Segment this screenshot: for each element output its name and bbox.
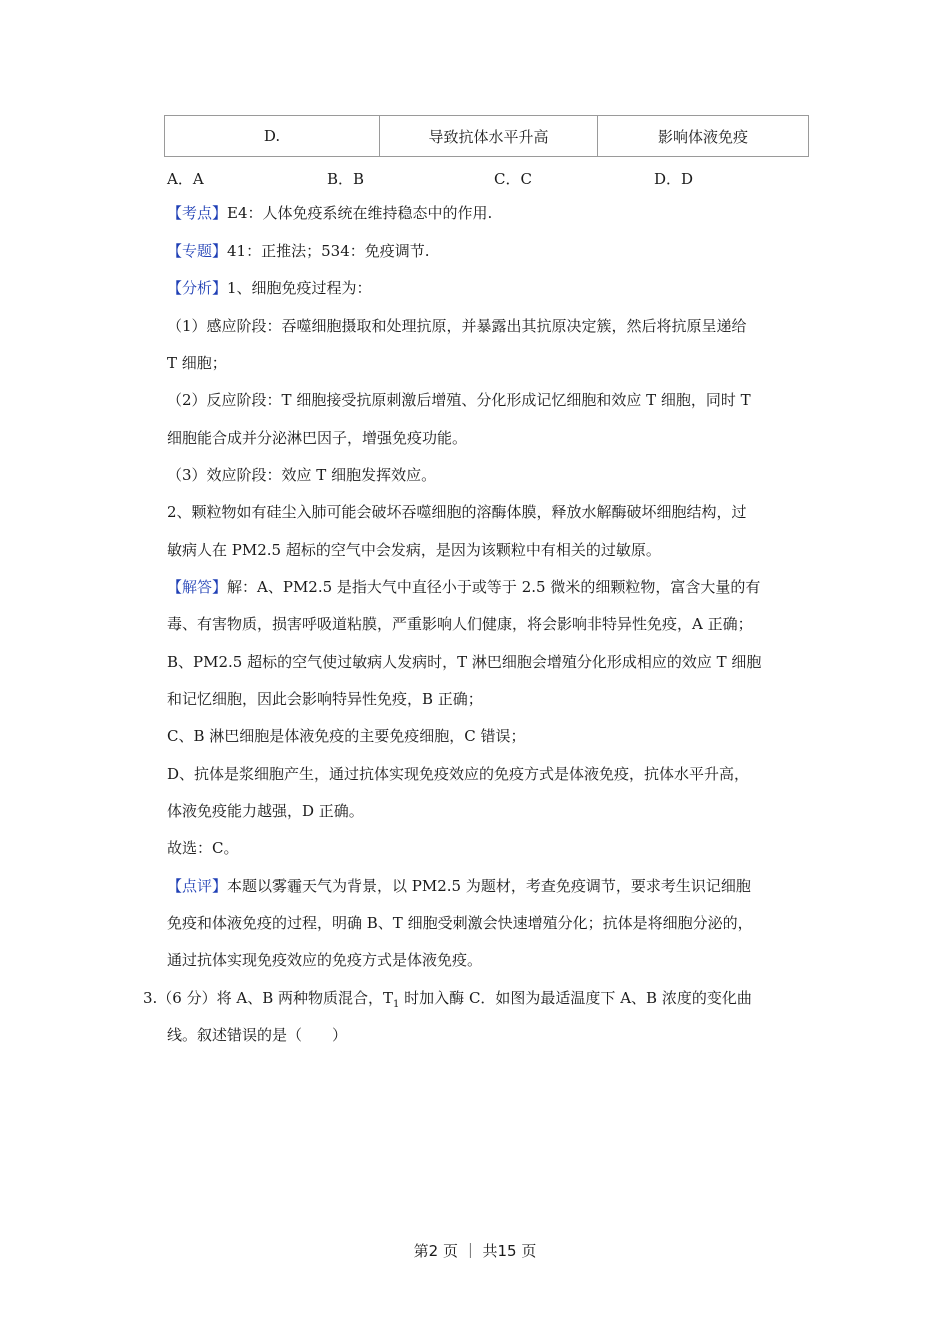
choice-c: C．C (494, 170, 532, 188)
question-3-stem (143, 987, 752, 1016)
dianping-line-2: 通过抗体实现免疫效应的免疫方式是体液免疫。 (167, 951, 483, 969)
jieda-text: 解：A、PM2.5 是指大气中直径小于或等于 2.5 微米的细颗粒物，富含大量的有 (227, 578, 761, 596)
dianping-text: 本题以雾霾天气为背景，以 PM2.5 为题材，考查免疫调节，要求考生识记细胞 (227, 877, 751, 895)
fenxi-line-6: 2、颗粒物如有硅尘入肺可能会破坏吞噬细胞的溶酶体膜，释放水解酶破坏细胞结构，过 (167, 503, 747, 521)
fenxi-line-1: （1）感应阶段：吞噬细胞摄取和处理抗原，并暴露出其抗原决定簇，然后将抗原呈递给 (167, 317, 747, 335)
question-3-suffix: 时加入酶 C．如图为最适温度下 A、B 浓度的变化曲 (399, 989, 752, 1007)
fenxi-line-7: 敏病人在 PM2.5 超标的空气中会发病，是因为该颗粒中有相关的过敏原。 (167, 541, 661, 559)
question-3-line-2: 线。叙述错误的是（ ） (167, 1026, 348, 1044)
jieda-line-1: 毒、有害物质，损害呼吸道粘膜，严重影响人们健康，将会影响非特异性免疫，A 正确； (167, 615, 753, 633)
zhuanti-line (167, 240, 430, 262)
table-cell-effect: 导致抗体水平升高 (380, 116, 598, 157)
kaodian-line (167, 202, 492, 224)
jieda-line-0 (167, 576, 760, 598)
option-table (164, 115, 809, 157)
choice-a: A．A (167, 170, 204, 188)
zhuanti-text: 41：正推法；534：免疫调节. (227, 242, 430, 260)
jieda-tag: 【解答】 (167, 578, 228, 596)
fenxi-line-5: （3）效应阶段：效应 T 细胞发挥效应。 (167, 466, 437, 484)
jieda-line-6: 体液免疫能力越强，D 正确。 (167, 802, 364, 820)
fenxi-text: 1、细胞免疫过程为： (227, 279, 372, 297)
dianping-line-1: 免疫和体液免疫的过程，明确 B、T 细胞受刺激会快速增殖分化；抗体是将细胞分泌的， (167, 914, 753, 932)
jieda-line-7: 故选：C。 (167, 839, 239, 857)
fenxi-line-3: （2）反应阶段：T 细胞接受抗原刺激后增殖、分化形成记忆细胞和效应 T 细胞，同时 T (167, 391, 751, 409)
table-row (165, 116, 809, 157)
table-cell-option: D. (165, 116, 380, 157)
table-cell-result: 影响体液免疫 (598, 116, 809, 157)
question-3-subscript: 1 (393, 999, 400, 1010)
zhuanti-tag: 【专题】 (167, 242, 228, 260)
choice-b: B．B (327, 170, 365, 188)
question-3-prefix: 3.（6 分）将 A、B 两种物质混合，T (143, 989, 394, 1007)
fenxi-line-0 (167, 277, 372, 299)
jieda-line-2: B、PM2.5 超标的空气使过敏病人发病时，T 淋巴细胞会增殖分化形成相应的效应 T 细胞 (167, 653, 762, 671)
dianping-line-0 (167, 875, 751, 897)
page-footer: 第2 页 ｜ 共15 页 (413, 1242, 537, 1260)
kaodian-tag: 【考点】 (167, 204, 228, 222)
dianping-tag: 【点评】 (167, 877, 228, 895)
fenxi-line-2: T 细胞； (167, 354, 227, 372)
choice-d: D．D (654, 170, 694, 188)
jieda-line-5: D、抗体是浆细胞产生，通过抗体实现免疫效应的免疫方式是体液免疫，抗体水平升高， (167, 765, 750, 783)
answer-choices (167, 168, 807, 190)
fenxi-line-4: 细胞能合成并分泌淋巴因子，增强免疫功能。 (167, 429, 468, 447)
jieda-line-4: C、B 淋巴细胞是体液免疫的主要免疫细胞，C 错误； (167, 727, 526, 745)
kaodian-text: E4：人体免疫系统在维持稳态中的作用. (227, 204, 493, 222)
jieda-line-3: 和记忆细胞，因此会影响特异性免疫，B 正确； (167, 690, 483, 708)
fenxi-tag: 【分析】 (167, 279, 228, 297)
